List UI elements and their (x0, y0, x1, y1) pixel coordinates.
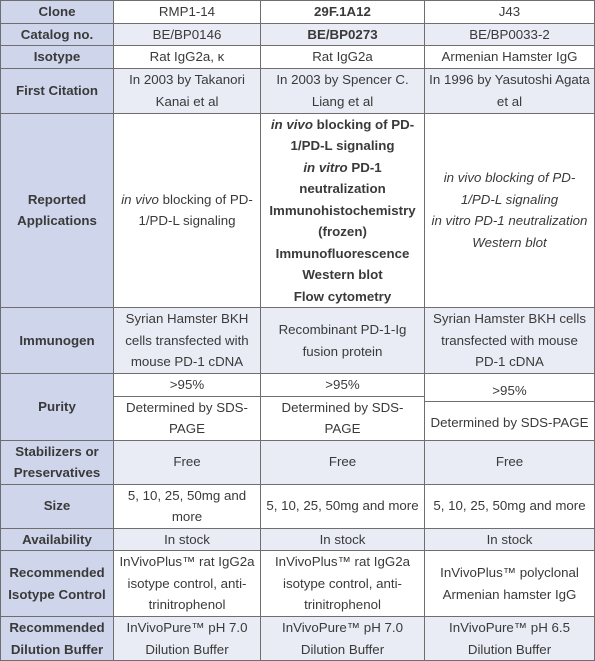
row-purity (1, 374, 595, 441)
size-c1: 5, 10, 25, 50mg and more (114, 484, 261, 528)
availability-c1: In stock (114, 528, 261, 551)
availability-c3: In stock (425, 528, 595, 551)
purity-c3 (425, 374, 595, 441)
row-stabilizers (1, 440, 595, 484)
row-immunogen (1, 308, 595, 374)
app-c2-line: Immunohistochemistry (frozen) (269, 202, 416, 239)
app-c2-line: Flow cytometry (293, 288, 392, 304)
dilution-c1: InVivoPure™ pH 7.0 Dilution Buffer (114, 617, 261, 661)
app-c2-line: Western blot (302, 267, 383, 282)
applications-c2 (261, 113, 425, 308)
isotype-c1: Rat IgG2a, κ (114, 46, 261, 69)
applications-c1-rest: blocking of PD-1/PD-L signaling (138, 191, 253, 229)
dilution-c3: InVivoPure™ pH 6.5 Dilution Buffer (425, 617, 595, 661)
purity-c1-value: >95% (169, 377, 205, 392)
clone-j43: J43 (425, 1, 595, 24)
label-purity: Purity (1, 374, 114, 441)
dilution-c2: InVivoPure™ pH 7.0 Dilution Buffer (261, 617, 425, 661)
applications-c3 (425, 113, 595, 308)
label-dilution: Recommended Dilution Buffer (1, 617, 114, 661)
label-isotype-control: Recommended Isotype Control (1, 551, 114, 617)
row-dilution (1, 617, 595, 661)
clone-rmp1-14: RMP1-14 (114, 1, 261, 24)
purity-c1-method: Determined by SDS-PAGE (114, 396, 260, 440)
size-c2: 5, 10, 25, 50mg and more (261, 484, 425, 528)
app-c2-text: blocking of PD-1/PD-L signaling (290, 116, 415, 153)
citation-c1: In 2003 by Takanori Kanai et al (114, 68, 261, 113)
label-immunogen: Immunogen (1, 308, 114, 374)
app-c3-line: in vivo blocking of PD-1/PD-L signaling (443, 170, 576, 207)
catalog-c3: BE/BP0033-2 (425, 23, 595, 46)
isotype-control-c2: InVivoPlus™ rat IgG2a isotype control, anti-trinitrophenol (261, 551, 425, 617)
row-catalog (1, 23, 595, 46)
clone-29f1a12: 29F.1A12 (261, 1, 425, 24)
label-citation: First Citation (1, 68, 114, 113)
label-isotype: Isotype (1, 46, 114, 69)
purity-c3-value: >95% (492, 382, 527, 398)
label-clone: Clone (1, 1, 114, 24)
isotype-control-c1: InVivoPlus™ rat IgG2a isotype control, anti-trinitrophenol (114, 551, 261, 617)
size-c3: 5, 10, 25, 50mg and more (425, 484, 595, 528)
purity-c2-value: >95% (325, 377, 360, 392)
isotype-control-c3: InVivoPlus™ polyclonal Armenian hamster IgG (425, 551, 595, 617)
catalog-c2: BE/BP0273 (261, 23, 425, 46)
stabilizers-c2: Free (261, 440, 425, 484)
app-c2-line: Immunofluorescence (275, 245, 410, 261)
label-applications: Reported Applications (1, 113, 114, 308)
row-size (1, 484, 595, 528)
app-c2-line (264, 157, 421, 200)
purity-c2 (261, 374, 425, 441)
app-c2-line (264, 114, 421, 157)
label-stabilizers: Stabilizers or Preservatives (1, 440, 114, 484)
app-c2-em: in vitro (303, 159, 348, 175)
app-c3-line: Western blot (472, 234, 547, 250)
purity-c2-method: Determined by SDS-PAGE (261, 396, 424, 440)
isotype-c3: Armenian Hamster IgG (425, 46, 595, 69)
app-c2-em: in vivo (270, 116, 313, 132)
catalog-c1: BE/BP0146 (114, 23, 261, 46)
applications-c1 (114, 113, 261, 308)
isotype-c2: Rat IgG2a (261, 46, 425, 69)
stabilizers-c1: Free (114, 440, 261, 484)
app-c2-text: PD-1 neutralization (299, 159, 386, 196)
row-availability (1, 528, 595, 551)
app-c3-line: in vitro PD-1 neutralization (431, 213, 588, 229)
purity-c3-method: Determined by SDS-PAGE (425, 401, 594, 434)
row-clone (1, 1, 595, 24)
citation-c2: In 2003 by Spencer C. Liang et al (261, 68, 425, 113)
row-isotype-control (1, 551, 595, 617)
label-catalog: Catalog no. (1, 23, 114, 46)
applications-c1-em: in vivo (121, 191, 159, 207)
row-isotype (1, 46, 595, 69)
label-availability: Availability (1, 528, 114, 551)
immunogen-c3: Syrian Hamster BKH cells transfected with mouse PD-1 cDNA (425, 308, 595, 374)
availability-c2: In stock (261, 528, 425, 551)
stabilizers-c3: Free (425, 440, 595, 484)
row-applications (1, 113, 595, 308)
row-citation (1, 68, 595, 113)
label-size: Size (1, 484, 114, 528)
citation-c3: In 1996 by Yasutoshi Agata et al (425, 68, 595, 113)
immunogen-c2: Recombinant PD-1-Ig fusion protein (261, 308, 425, 374)
purity-c1 (114, 374, 261, 441)
immunogen-c1: Syrian Hamster BKH cells transfected with mouse PD-1 cDNA (114, 308, 261, 374)
